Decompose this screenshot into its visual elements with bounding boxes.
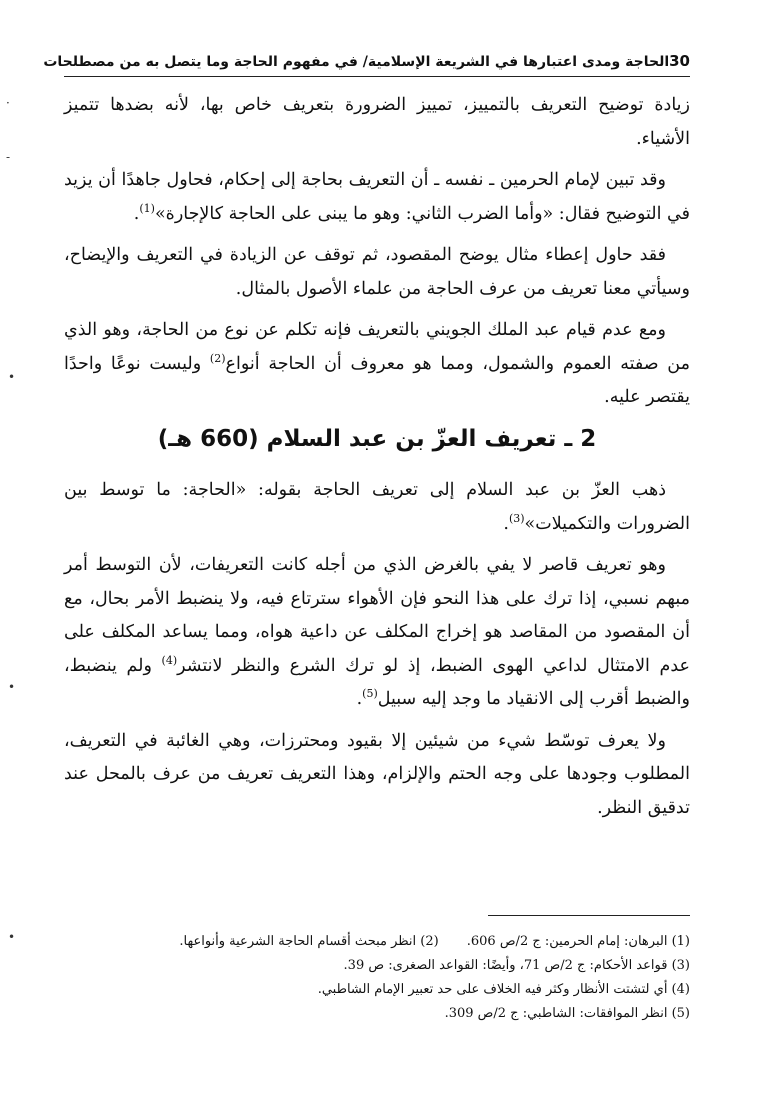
margin-dot: • — [8, 370, 16, 384]
paragraph — [64, 89, 690, 156]
footnote-2: (2) انظر مبحث أقسام الحاجة الشرعية وأنواعها. — [179, 934, 439, 949]
footnote-ref[interactable]: (3) — [508, 511, 525, 525]
footnote-line — [64, 1002, 690, 1026]
paragraph-text: ومع عدم قيام عبد الملك الجويني بالتعريف فإنه تكلم عن نوع من الحاجة، وهو الذي من صفته العموم والشمول، ومما هو معروف أن الحاجة أنواع — [64, 320, 690, 374]
paragraph — [64, 549, 690, 717]
paragraph-text: وهو تعريف قاصر لا يفي بالغرض الذي من أجله كانت التعريفات، لأن التوسط أمر مبهم نسبي، إذا ترك على هذا النحو فإن الأهواء سترتاع فيه، ولا ينضبط الأمر بحال، مع أن المقصود من المقاصد هو إخراج المكلف عن داعية هواه، ومما يساعد المكلف على عدم الامتثال لداعي الهوى الضبط، إذ لو ترك الشرع والنظر لانتشر — [64, 555, 690, 676]
paragraph-text: ذهب العزّ بن عبد السلام إلى تعريف الحاجة بقوله: «الحاجة: ما توسط بين الضرورات والتكميلات» — [64, 480, 690, 534]
paragraph-text: فقد حاول إعطاء مثال يوضح المقصود، ثم توقف عن الزيادة في التعريف والإيضاح، وسيأتي معنا تعريف من عرف الحاجة من علماء الأصول بالمثال. — [64, 245, 690, 299]
footnote-1: (1) البرهان: إمام الحرمين: ج 2/ص 606. — [466, 934, 690, 949]
footnote-line — [64, 978, 690, 1002]
main-text — [64, 89, 690, 825]
footnote-5: (5) انظر الموافقات: الشاطبي: ج 2/ص 309. — [444, 1006, 690, 1021]
footnote-divider — [488, 915, 690, 916]
paragraph-tail: . — [503, 513, 509, 534]
section-heading: 2 ـ تعريف العزّ بن عبد السلام (660 هـ) — [157, 425, 597, 452]
footnote-line — [64, 930, 690, 954]
running-title: الحاجة ومدى اعتبارها في الشريعة الإسلامية/ في مفهوم الحاجة وما يتصل به من مصطلحات — [43, 54, 670, 70]
margin-dot: • — [8, 680, 16, 694]
footnote-ref[interactable]: (4) — [161, 653, 178, 667]
paragraph-tail: . — [356, 689, 363, 709]
paragraph — [64, 725, 690, 826]
paragraph — [64, 164, 690, 231]
paragraph — [64, 239, 690, 306]
footnote-ref[interactable]: (5) — [362, 687, 378, 701]
paragraph-text: وقد تبين لإمام الحرمين ـ نفسه ـ أن التعريف بحاجة إلى إحكام، فحاول جاهدًا أن يزيد في التوضيح فقال: «وأما الضرب الثاني: وهو ما يبنى على الحاجة كالإجارة» — [64, 170, 690, 224]
margin-dot: • — [8, 930, 16, 944]
paragraph-text: ولا يعرف توسّط شيء من شيئين إلا بقيود ومحترزات، وهي الغائبة في التعريف، المطلوب وجودها على وجه الحتم والإلزام، وهذا التعريف تعريف من عرف بالمحل عند تدقيق النظر. — [64, 730, 690, 818]
paragraph — [64, 314, 690, 415]
running-header — [43, 52, 690, 77]
margin-dot: · — [6, 96, 10, 110]
footnote-ref[interactable]: (2) — [209, 351, 226, 365]
paragraph-tail: . — [133, 203, 140, 224]
footnote-3: (3) قواعد الأحكام: ج 2/ص 71، وأيضًا: القواعد الصغرى: ص 39. — [343, 958, 690, 973]
paragraph-tail: وليست نوعًا واحدًا يقتصر عليه. — [64, 353, 690, 407]
paragraph-tail: ولم ينضبط، والضبط أقرب إلى الانقياد ما وجد إليه سبيل — [64, 655, 690, 709]
footnotes — [64, 930, 690, 1026]
paragraph — [64, 474, 690, 541]
footnote-4: (4) أي لتشتت الأنظار وكثر فيه الخلاف على حد تعبير الإمام الشاطبي. — [317, 982, 690, 997]
page-content — [43, 52, 690, 833]
page-number: 30 — [669, 52, 690, 70]
footnote-line — [64, 954, 690, 978]
footnote-ref[interactable]: (1) — [139, 201, 155, 215]
paragraph-text: زيادة توضيح التعريف بالتمييز، تمييز الضرورة بتعريف خاص بها، لأنه بضدها تتميز الأشياء. — [64, 95, 690, 149]
margin-dot: - — [6, 150, 11, 164]
